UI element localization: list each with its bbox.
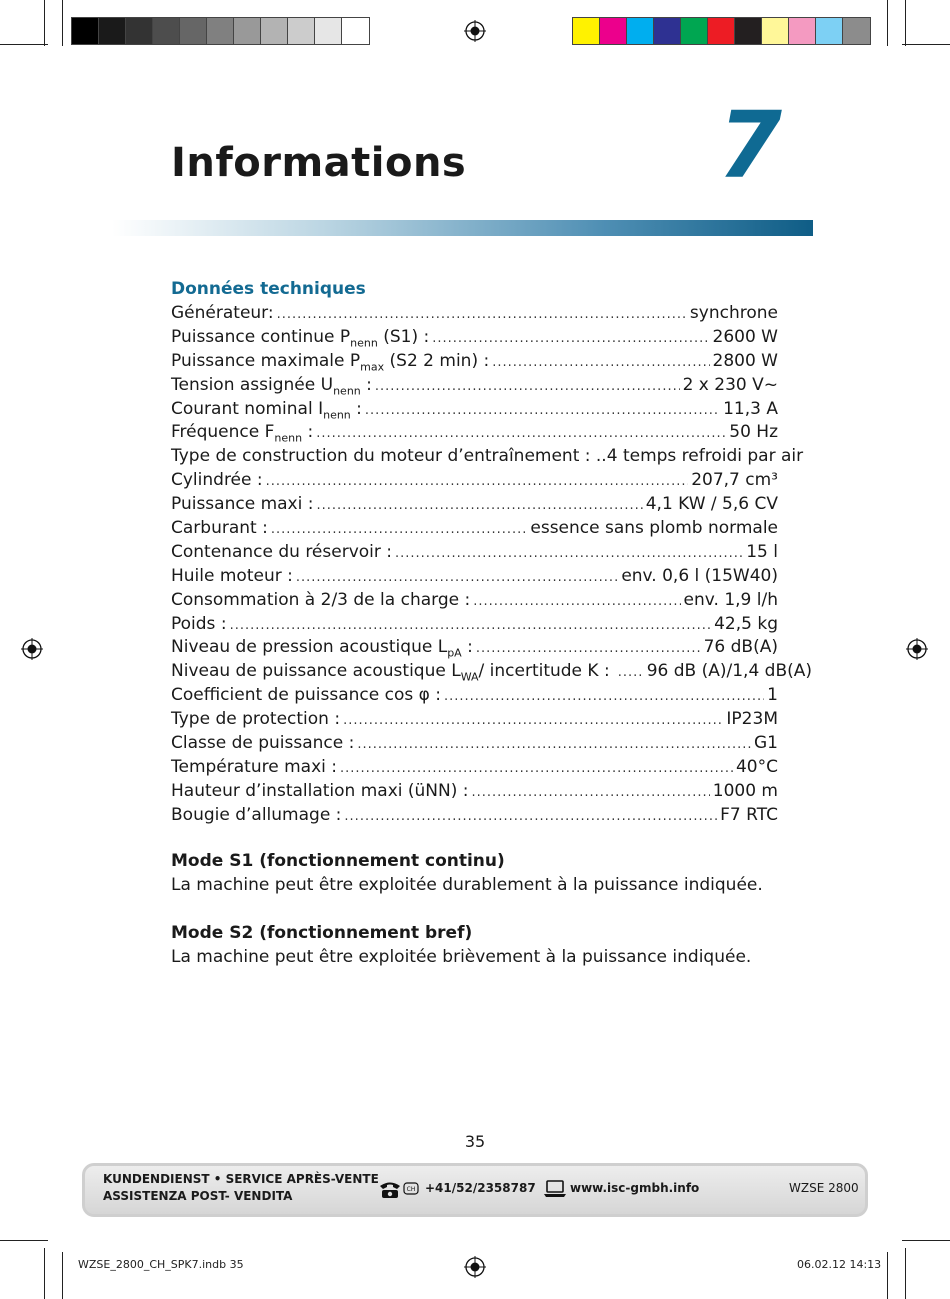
crop-mark	[44, 1248, 45, 1299]
color-swatch	[654, 18, 681, 44]
footer-service-line2: ASSISTENZA POST- VENDITA	[103, 1189, 293, 1203]
dot-leader	[365, 403, 720, 418]
spec-label: Fréquence $F_{nenn}$ :	[171, 422, 314, 445]
dot-leader	[296, 570, 618, 585]
spec-value: essence sans plomb normale	[530, 518, 778, 539]
crop-mark	[44, 0, 45, 46]
process-color-bar	[572, 17, 871, 45]
spec-subscript: max	[360, 360, 385, 374]
page-title: Informations	[171, 140, 467, 186]
registration-mark-icon	[906, 638, 928, 660]
spec-row	[171, 757, 778, 781]
color-swatch	[681, 18, 708, 44]
spec-value: 40°C	[735, 756, 778, 777]
dot-leader	[395, 546, 743, 561]
spec-value: synchrone	[689, 303, 778, 323]
spec-subscript: nenn	[274, 431, 303, 445]
spec-value: 2800 W	[712, 350, 778, 371]
spec-value: 50 Hz	[729, 422, 778, 443]
title-gradient-bar	[112, 220, 813, 236]
dot-leader	[316, 498, 642, 513]
footer-service-line1: KUNDENDIENST • SERVICE APRÈS-VENTE	[103, 1172, 379, 1186]
dot-leader	[266, 474, 689, 489]
spec-subscript: nenn	[333, 384, 361, 398]
dot-leader	[375, 379, 680, 394]
spec-subscript: nenn	[350, 336, 378, 350]
spec-row	[171, 661, 813, 685]
spec-row	[171, 709, 778, 733]
dot-leader	[316, 426, 726, 441]
footer-phone: +41/52/2358787	[425, 1181, 536, 1195]
spec-label: Huile moteur :	[171, 565, 293, 586]
spec-label: Puissance maximale $P_{max}$ (S2 2 min) :	[171, 350, 490, 374]
spec-value: env. 1,9 l/h	[683, 589, 778, 610]
spec-label: Coefficient de puissance cos φ :	[171, 685, 441, 706]
chapter-number: 7	[718, 92, 783, 199]
spec-label: Contenance du réservoir :	[171, 541, 392, 562]
mode-s1-text: La machine peut être exploitée durablement à la puissance indiquée.	[171, 875, 763, 895]
spec-row	[171, 494, 778, 518]
crop-mark	[902, 1240, 950, 1241]
color-swatch	[843, 18, 870, 44]
crop-mark	[887, 0, 888, 46]
dot-leader	[473, 594, 680, 609]
color-swatch	[600, 18, 627, 44]
spec-row	[171, 446, 804, 470]
file-slug: WZSE_2800_CH_SPK7.indb 35	[78, 1258, 244, 1271]
dot-leader	[432, 331, 709, 346]
mode-s2-text: La machine peut être exploitée brièvement à la puissance indiquée.	[171, 947, 752, 967]
color-swatch	[627, 18, 654, 44]
laptop-icon	[543, 1179, 567, 1199]
color-swatch	[126, 18, 153, 44]
spec-row	[171, 351, 778, 375]
spec-value: IP23M	[726, 709, 778, 730]
color-swatch	[762, 18, 789, 44]
spec-row	[171, 327, 778, 351]
spec-value: 4,1 KW / 5,6 CV	[645, 494, 778, 515]
color-swatch	[99, 18, 126, 44]
dot-leader	[476, 641, 701, 656]
color-swatch	[234, 18, 261, 44]
spec-row	[171, 614, 778, 638]
spec-label: Générateur:	[171, 303, 274, 323]
spec-label: Température maxi :	[171, 756, 337, 777]
spec-label: Niveau de puissance acoustique $L_{WA}/$ incertitude K :	[171, 661, 610, 684]
color-swatch	[789, 18, 816, 44]
crop-mark	[0, 1240, 48, 1241]
color-swatch	[72, 18, 99, 44]
mode-s1-heading: Mode S1 (fonctionnement continu)	[171, 851, 505, 871]
spec-label: Type de protection :	[171, 709, 341, 730]
color-swatch	[315, 18, 342, 44]
dot-leader	[340, 761, 733, 776]
spec-row	[171, 566, 778, 590]
spec-label: Bougie d’allumage :	[171, 804, 342, 825]
spec-row	[171, 590, 778, 614]
mode-s2-heading: Mode S2 (fonctionnement bref)	[171, 923, 473, 943]
spec-value: F7 RTC	[720, 804, 778, 825]
color-swatch	[573, 18, 600, 44]
spec-row	[171, 542, 778, 566]
crop-mark	[902, 44, 950, 45]
spec-row	[171, 470, 778, 494]
spec-label: Poids :	[171, 613, 227, 634]
dot-leader	[472, 785, 710, 800]
color-swatch	[153, 18, 180, 44]
spec-label: Type de construction du moteur d’entraînement : ..	[171, 446, 607, 467]
crop-mark	[887, 1252, 888, 1299]
spec-value: 207,7 cm³	[691, 470, 778, 491]
crop-mark	[62, 1252, 63, 1299]
date-slug: 06.02.12 14:13	[797, 1258, 882, 1271]
spec-label: Tension assignée $U_{nenn}$ :	[171, 374, 372, 398]
spec-label: Classe de puissance :	[171, 733, 355, 754]
spec-value: 2 x 230 V~	[682, 374, 778, 395]
page-number: 35	[464, 1132, 486, 1151]
spec-value: 96 dB (A)/1,4 dB(A)	[646, 661, 813, 682]
svg-text:CH: CH	[406, 1186, 416, 1193]
registration-mark-icon	[464, 20, 486, 42]
spec-row	[171, 303, 778, 327]
spec-label: Carburant :	[171, 518, 268, 539]
spec-value: 4 temps refroidi par air	[606, 446, 804, 467]
crop-mark	[905, 0, 906, 46]
spec-value: 11,3 A	[723, 398, 778, 419]
spec-value: 76 dB(A)	[703, 637, 778, 658]
dot-leader	[618, 665, 644, 680]
crop-mark	[0, 44, 48, 45]
footer-model: WZSE 2800	[789, 1181, 859, 1195]
spec-row	[171, 805, 778, 829]
spec-row	[171, 399, 778, 423]
spec-value: 1000 m	[712, 780, 778, 801]
spec-label: Hauteur d’installation maxi (üNN) :	[171, 780, 469, 801]
dot-leader	[444, 689, 764, 704]
spec-row	[171, 685, 778, 709]
spec-value: G1	[754, 733, 778, 754]
color-swatch	[288, 18, 315, 44]
spec-value: 1	[767, 685, 778, 706]
color-swatch	[735, 18, 762, 44]
spec-row	[171, 375, 778, 399]
grayscale-color-bar	[71, 17, 370, 45]
spec-subscript: nenn	[323, 407, 351, 421]
spec-value: 2600 W	[712, 326, 778, 347]
spec-value: 42,5 kg	[714, 613, 778, 634]
crop-mark	[905, 1248, 906, 1299]
dot-leader	[492, 355, 709, 370]
spec-label: Cylindrée :	[171, 470, 263, 491]
dot-leader	[357, 737, 751, 752]
color-swatch	[180, 18, 207, 44]
spec-row	[171, 733, 778, 757]
phone-icon	[378, 1179, 422, 1199]
dot-leader	[271, 522, 528, 537]
dot-leader	[230, 618, 712, 633]
spec-label: Puissance continue $P_{nenn}$ (S1) :	[171, 326, 430, 350]
spec-label: Puissance maxi :	[171, 494, 314, 515]
spec-row	[171, 518, 778, 542]
dot-leader	[277, 307, 687, 322]
spec-subscript: pA	[447, 646, 462, 660]
color-swatch	[816, 18, 843, 44]
footer-website: www.isc-gmbh.info	[570, 1181, 700, 1195]
color-swatch	[342, 18, 369, 44]
crop-mark	[62, 0, 63, 46]
registration-mark-icon	[464, 1256, 486, 1278]
spec-value: 15 l	[746, 541, 778, 562]
dot-leader	[343, 713, 723, 728]
spec-label: Niveau de pression acoustique $L_{pA}$ :	[171, 637, 473, 660]
color-swatch	[261, 18, 288, 44]
dot-leader	[344, 809, 717, 824]
spec-row	[171, 422, 778, 446]
spec-label: Courant nominal $I_{nenn}$ :	[171, 398, 362, 421]
spec-subscript: WA	[460, 670, 479, 684]
spec-row	[171, 781, 778, 805]
color-swatch	[207, 18, 234, 44]
technical-data-list	[171, 303, 813, 829]
spec-row	[171, 637, 778, 661]
color-swatch	[708, 18, 735, 44]
section-heading: Données techniques	[171, 279, 366, 299]
spec-label: Consommation à 2/3 de la charge :	[171, 589, 471, 610]
spec-value: env. 0,6 l (15W40)	[621, 565, 778, 586]
registration-mark-icon	[21, 638, 43, 660]
